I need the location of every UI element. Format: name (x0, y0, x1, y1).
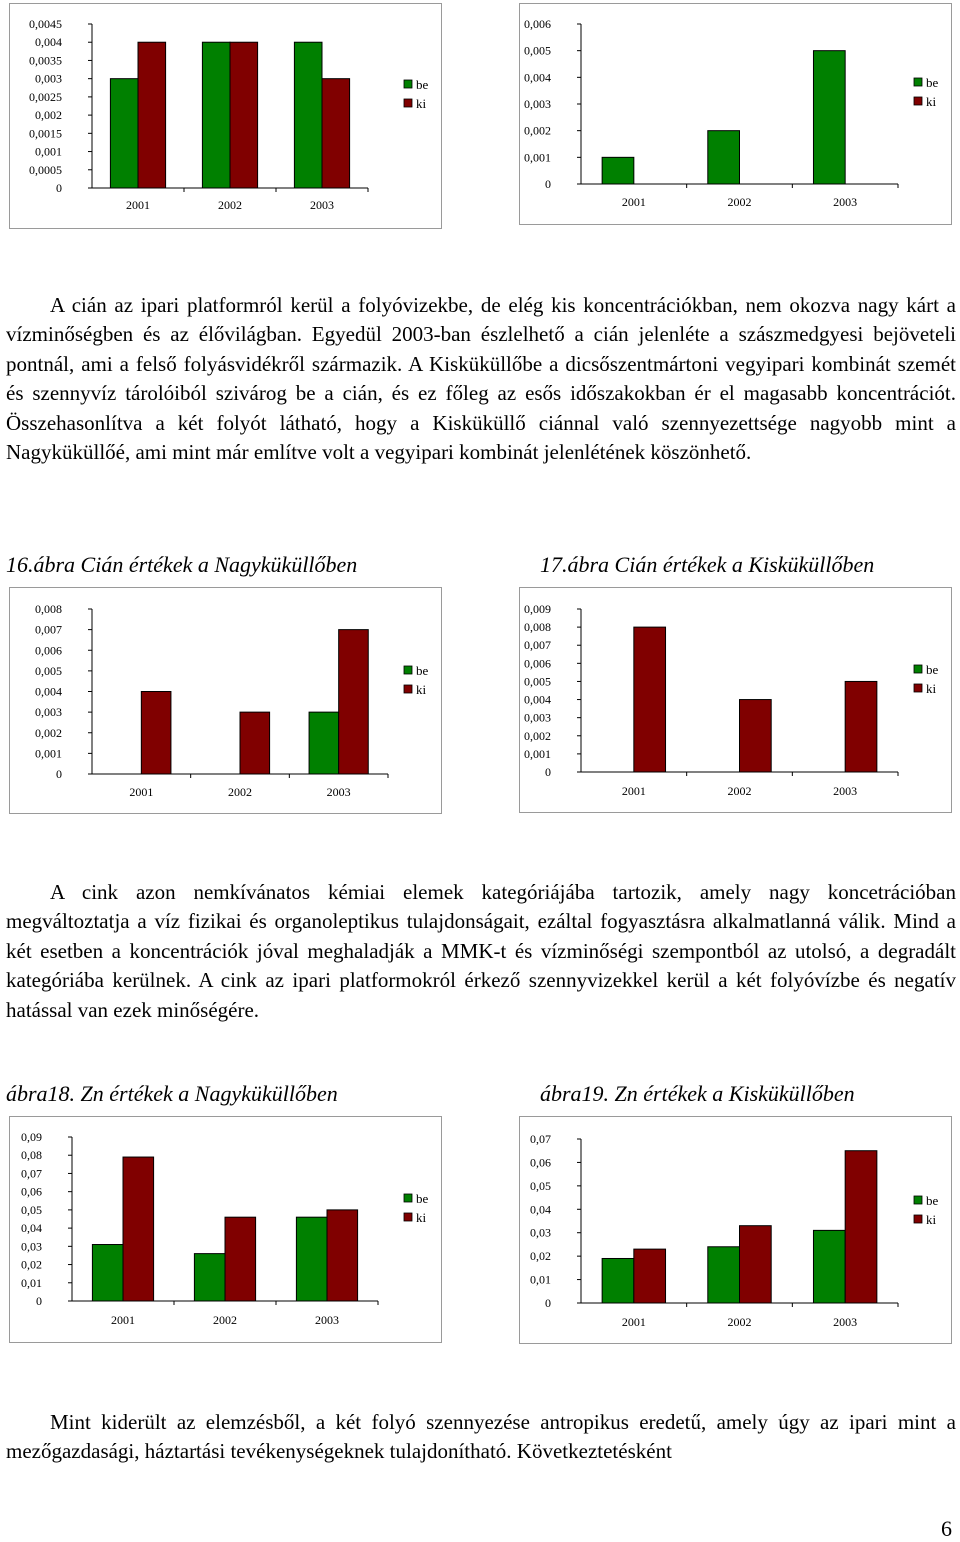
y-tick-label: 0,03 (530, 1225, 551, 1240)
y-tick-label: 0,004 (524, 70, 551, 85)
x-tick-label: 2001 (621, 1315, 646, 1329)
bar-be-2001 (92, 1245, 123, 1301)
chart-top-left (9, 3, 442, 229)
y-tick-label: 0,04 (21, 1221, 42, 1236)
x-tick-label: 2002 (727, 784, 752, 798)
x-tick-label: 2001 (621, 195, 646, 209)
legend-swatch-be (404, 1194, 412, 1202)
bar-ki-2003 (339, 630, 369, 774)
legend-label-be: be (926, 75, 939, 90)
chart-top-left-svg (10, 4, 441, 228)
chart-fig18 (9, 1116, 442, 1343)
x-tick-label: 2001 (126, 198, 150, 212)
legend-label-be: be (926, 1193, 939, 1208)
x-tick-label: 2001 (621, 784, 646, 798)
y-tick-label: 0,01 (21, 1275, 42, 1290)
y-tick-label: 0,008 (524, 620, 551, 635)
legend-swatch-ki (404, 99, 412, 107)
chart-fig16-svg (10, 588, 441, 813)
legend-label-ki: ki (416, 96, 427, 111)
legend-label-ki: ki (416, 1210, 427, 1225)
y-tick-label: 0,006 (524, 656, 551, 671)
page-number: 6 (941, 1516, 952, 1541)
y-tick-label: 0,07 (530, 1132, 551, 1146)
chart-fig19-svg (520, 1117, 951, 1343)
chart-top-right (519, 3, 952, 225)
legend-swatch-be (914, 1196, 922, 1204)
y-tick-label: 0,008 (35, 602, 62, 616)
x-tick-label: 2003 (833, 195, 858, 209)
y-tick-label: 0,002 (524, 728, 551, 743)
y-tick-label: 0,06 (530, 1155, 551, 1170)
y-tick-label: 0,001 (524, 150, 551, 165)
y-tick-label: 0,03 (21, 1239, 42, 1254)
bar-be-2002 (708, 1247, 740, 1303)
paragraph-cyanide: A cián az ipari platformról kerül a folyóvizekbe, de elég kis koncentrációkban, nem okozva nagy kárt a vízminőségben és az élővilágban. Egyedül 2003-ban észlelhető a cián jelenléte a szászmedgyesi bejöveteli pontnál, ami a felső folyásvidékről származik. A Kisküküllőbe a dicsőszentmártoni vegyipari kombinát szemét és szennyvíz tárolóiból szivárog be a cián, és ez főleg az esős időszakokban ér el magasabb koncentrációt. Összehasonlítva a két folyót látható, hogy a Kisküküllő ciánnal való szennyezettsége nagyobb mint a Nagyküküllőé, ami mint már említve volt a vegyipari kombinát jelenlétének köszönhető. (6, 293, 956, 465)
bar-be-2003 (294, 42, 322, 188)
legend-swatch-be (404, 666, 412, 674)
y-tick-label: 0 (545, 765, 551, 779)
x-tick-label: 2003 (833, 784, 858, 798)
legend-swatch-ki (404, 1213, 412, 1221)
bar-ki-2001 (123, 1157, 154, 1301)
legend-swatch-be (914, 78, 922, 86)
chart-fig18-svg (10, 1117, 441, 1342)
figure-caption-17: 17.ábra Cián értékek a Kisküküllőben (540, 552, 875, 577)
figure-caption-18: ábra18. Zn értékek a Nagyküküllőben (6, 1081, 338, 1106)
bar-ki-2003 (327, 1210, 358, 1301)
bar-ki-2002 (230, 42, 258, 188)
y-tick-label: 0,003 (35, 71, 62, 86)
y-tick-label: 0,002 (35, 108, 62, 123)
y-tick-label: 0,002 (524, 123, 551, 138)
y-tick-label: 0,007 (35, 622, 62, 637)
legend-label-ki: ki (926, 94, 937, 109)
paragraph-zinc: A cink azon nemkívánatos kémiai elemek kategóriájába tartozik, amely nagy koncetrációban megváltoztatja a víz fizikai és organoleptikus tulajdonságait, ezáltal fogyasztásra alkalmatlanná válik. Mind a két esetben a koncentrációk jóval meghaladják a MMK-t és vízminőségi szempontból az utolsó, a degradált kategóriába kerülnek. A cink az ipari platformokról érkező szennyvizekkel kerül a két folyóvízbe és negatív hatással van ezek minőségére. (6, 880, 956, 1022)
y-tick-label: 0 (545, 1296, 551, 1310)
x-tick-label: 2001 (111, 1313, 135, 1327)
bar-ki-2001 (141, 692, 171, 775)
bar-be-2002 (202, 42, 230, 188)
y-tick-label: 0,006 (35, 643, 62, 658)
x-tick-label: 2002 (228, 785, 252, 799)
y-tick-label: 0,09 (21, 1130, 42, 1144)
legend-swatch-ki (914, 1215, 922, 1223)
bar-be-2001 (602, 157, 634, 184)
y-tick-label: 0,07 (21, 1166, 42, 1181)
y-tick-label: 0 (56, 181, 62, 195)
figure-caption-16: 16.ábra Cián értékek a Nagyküküllőben (6, 552, 358, 577)
y-tick-label: 0,004 (35, 35, 62, 50)
bar-ki-2001 (138, 42, 166, 188)
bar-be-2003 (296, 1217, 327, 1301)
bar-be-2002 (708, 131, 740, 184)
legend-swatch-ki (404, 685, 412, 693)
bar-ki-2001 (634, 627, 666, 772)
y-tick-label: 0,006 (524, 17, 551, 31)
bar-ki-2002 (240, 712, 270, 774)
chart-fig17-svg (520, 588, 951, 812)
bar-ki-2002 (740, 1226, 772, 1303)
y-tick-label: 0,005 (35, 663, 62, 678)
y-tick-label: 0,0015 (29, 126, 62, 141)
chart-fig17 (519, 587, 952, 813)
bar-be-2001 (602, 1258, 634, 1303)
y-tick-label: 0,02 (530, 1249, 551, 1264)
legend-swatch-be (404, 80, 412, 88)
legend-label-ki: ki (926, 681, 937, 696)
y-tick-label: 0,001 (524, 746, 551, 761)
paragraph-conclusion: Mint kiderült az elemzésből, a két folyó szennyezése antropikus eredetű, amely úgy az ipari mint a mezőgazdasági, háztartási tevékenységeknek tulajdonítható. Következtetésként (6, 1410, 956, 1464)
legend-label-ki: ki (926, 1212, 937, 1227)
chart-fig19 (519, 1116, 952, 1344)
y-tick-label: 0,009 (524, 602, 551, 616)
bar-be-2003 (813, 1230, 845, 1303)
x-tick-label: 2003 (833, 1315, 858, 1329)
y-tick-label: 0,007 (524, 638, 551, 653)
y-tick-label: 0,06 (21, 1184, 42, 1199)
bar-be-2003 (309, 712, 339, 774)
legend-label-be: be (416, 1191, 429, 1206)
bar-ki-2003 (845, 681, 877, 772)
x-tick-label: 2003 (315, 1313, 339, 1327)
x-tick-label: 2003 (326, 785, 351, 799)
bar-ki-2002 (225, 1217, 256, 1301)
figure-caption-19: ábra19. Zn értékek a Kisküküllőben (540, 1081, 855, 1106)
x-tick-label: 2003 (310, 198, 334, 212)
y-tick-label: 0,0025 (29, 89, 62, 104)
bar-ki-2001 (634, 1249, 666, 1303)
x-tick-label: 2002 (213, 1313, 237, 1327)
legend-label-be: be (926, 662, 939, 677)
y-tick-label: 0,004 (524, 692, 551, 707)
y-tick-label: 0,0045 (29, 17, 62, 31)
y-tick-label: 0,08 (21, 1148, 42, 1163)
legend-label-ki: ki (416, 682, 427, 697)
x-tick-label: 2002 (727, 195, 752, 209)
y-tick-label: 0,003 (524, 710, 551, 725)
y-tick-label: 0,005 (524, 43, 551, 58)
y-tick-label: 0,001 (35, 746, 62, 761)
x-tick-label: 2001 (129, 785, 154, 799)
y-tick-label: 0,003 (35, 705, 62, 720)
bar-be-2003 (813, 51, 845, 184)
bar-ki-2003 (845, 1151, 877, 1303)
chart-top-right-svg (520, 4, 951, 224)
x-tick-label: 2002 (218, 198, 242, 212)
legend-label-be: be (416, 663, 429, 678)
y-tick-label: 0,001 (35, 144, 62, 159)
y-tick-label: 0 (545, 177, 551, 191)
legend-swatch-be (914, 665, 922, 673)
x-tick-label: 2002 (727, 1315, 752, 1329)
y-tick-label: 0,04 (530, 1202, 551, 1217)
y-tick-label: 0,01 (530, 1272, 551, 1287)
y-tick-label: 0,005 (524, 674, 551, 689)
y-tick-label: 0,002 (35, 725, 62, 740)
bar-be-2001 (110, 79, 138, 188)
y-tick-label: 0,0005 (29, 162, 62, 177)
y-tick-label: 0 (36, 1294, 42, 1308)
y-tick-label: 0,003 (524, 97, 551, 111)
bar-ki-2003 (322, 79, 350, 188)
y-tick-label: 0,004 (35, 684, 62, 699)
y-tick-label: 0,02 (21, 1257, 42, 1272)
legend-swatch-ki (914, 97, 922, 105)
bar-be-2002 (194, 1254, 225, 1301)
legend-label-be: be (416, 77, 429, 92)
y-tick-label: 0,0035 (29, 53, 62, 68)
y-tick-label: 0,05 (530, 1178, 551, 1193)
y-tick-label: 0 (56, 767, 62, 781)
chart-fig16 (9, 587, 442, 814)
y-tick-label: 0,05 (21, 1202, 42, 1217)
bar-ki-2002 (740, 700, 772, 772)
legend-swatch-ki (914, 684, 922, 692)
